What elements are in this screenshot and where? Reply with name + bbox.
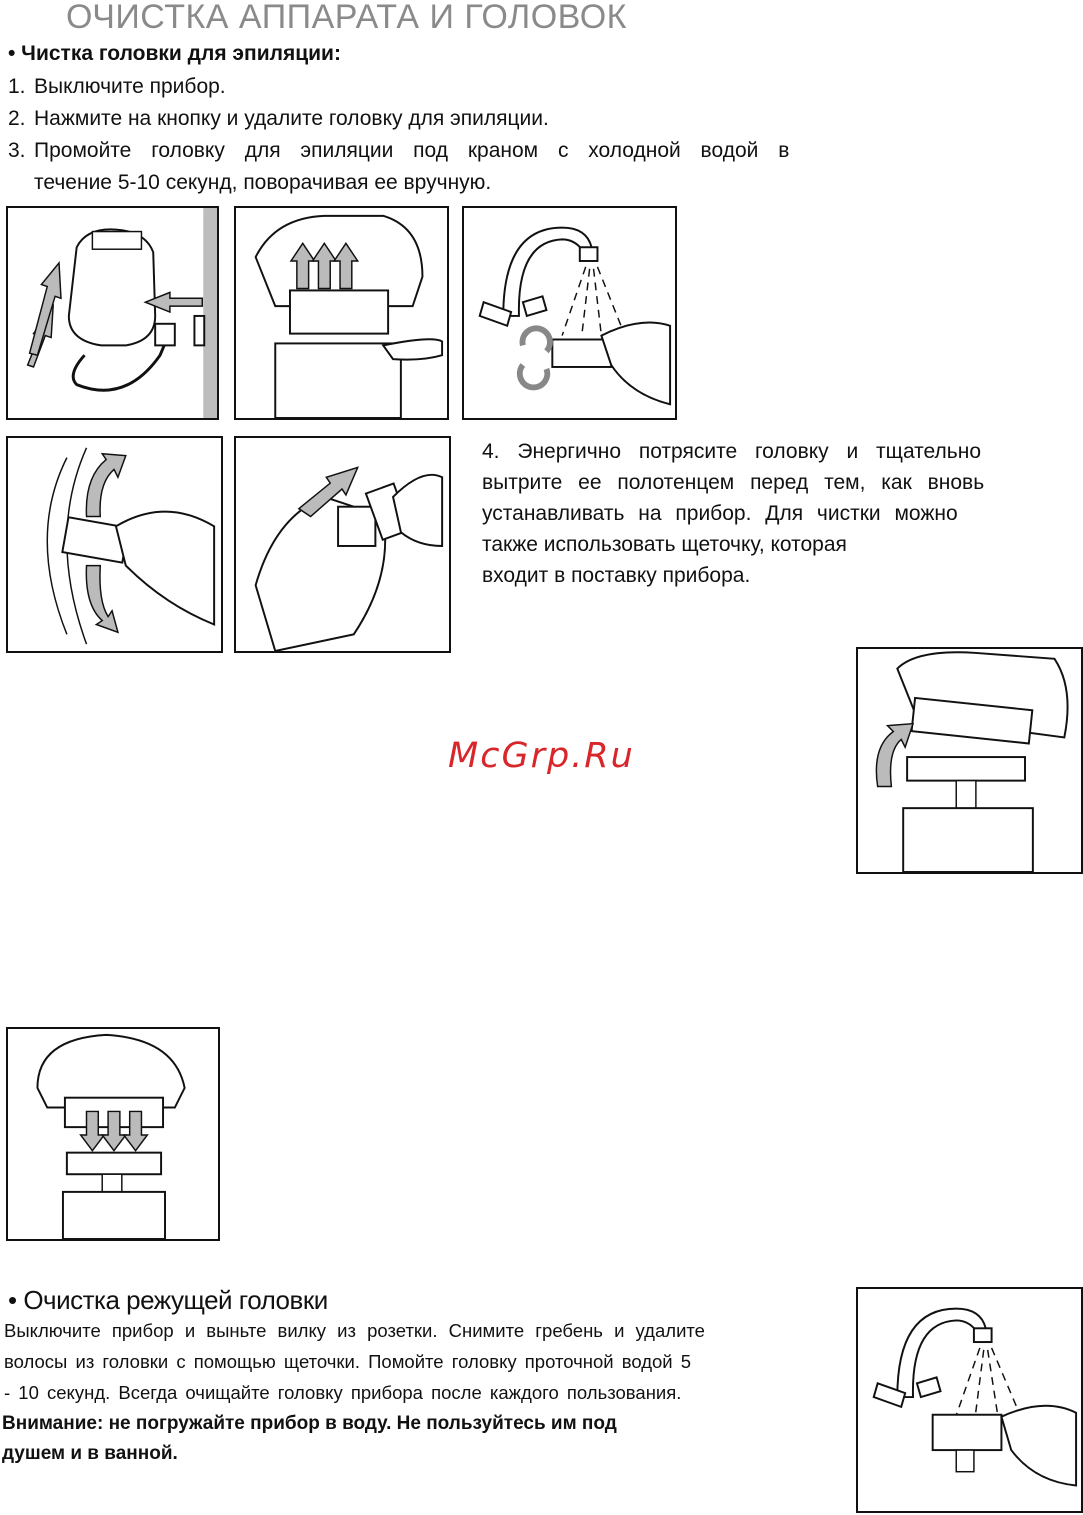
step-4-line: вытрите ее полотенцем перед тем, как вновь bbox=[482, 471, 985, 494]
warning-line: Внимание: не погружайте прибор в воду. Не пользуйтесь им под bbox=[2, 1413, 617, 1434]
step-3 bbox=[8, 139, 866, 163]
figure-insert-head bbox=[6, 1027, 220, 1241]
step-4-line: 4. Энергично потрясите головку и тщательно bbox=[482, 440, 982, 463]
watermark: McGrp.Ru bbox=[448, 736, 635, 776]
step-4-line: также использовать щеточку, которая bbox=[482, 533, 847, 556]
step-4-line: входит в поставку прибора. bbox=[482, 564, 751, 587]
page-title: ОЧИСТКА АППАРАТА И ГОЛОВОК bbox=[66, 0, 627, 36]
figure-remove-head bbox=[234, 206, 449, 420]
step-text: Выключите прибор. bbox=[34, 75, 226, 98]
figure-rinse-head bbox=[462, 206, 677, 420]
step-4-paragraph bbox=[482, 436, 994, 591]
step-1 bbox=[8, 75, 226, 99]
step-2 bbox=[8, 107, 549, 131]
step-number: 2. bbox=[8, 107, 26, 130]
figure-brush-head bbox=[234, 436, 451, 653]
figure-shake-head bbox=[6, 436, 223, 653]
cutting-heading: • Очистка режущей головки bbox=[8, 1285, 328, 1315]
figure-unplug-device bbox=[6, 206, 219, 420]
figure-lift-head bbox=[856, 647, 1083, 874]
step-number: 1. bbox=[8, 75, 26, 98]
step-4-line: устанавливать на прибор. Для чистки можно bbox=[482, 502, 958, 525]
step-number: 3. bbox=[8, 139, 26, 162]
warning-line: душем и в ванной. bbox=[2, 1443, 178, 1464]
cutting-line: - 10 секунд. Всегда очищайте головку прибора после каждого пользования. bbox=[4, 1382, 682, 1403]
step-3-continued: течение 5-10 секунд, поворачивая ее вручную. bbox=[34, 171, 492, 194]
epilation-heading: • Чистка головки для эпиляции: bbox=[8, 42, 341, 65]
step-text: Нажмите на кнопку и удалите головку для эпиляции. bbox=[34, 107, 549, 130]
cutting-line: волосы из головки с помощью щеточки. Помойте головку проточной водой 5 bbox=[4, 1351, 692, 1372]
step-text: Промойте головку для эпиляции под краном с холодной водой в bbox=[34, 139, 790, 162]
figure-rinse-cutting-head bbox=[856, 1287, 1083, 1513]
unplug-illustration bbox=[8, 208, 217, 418]
cutting-line: Выключите прибор и выньте вилку из розетки. Снимите гребень и удалите bbox=[4, 1320, 705, 1341]
